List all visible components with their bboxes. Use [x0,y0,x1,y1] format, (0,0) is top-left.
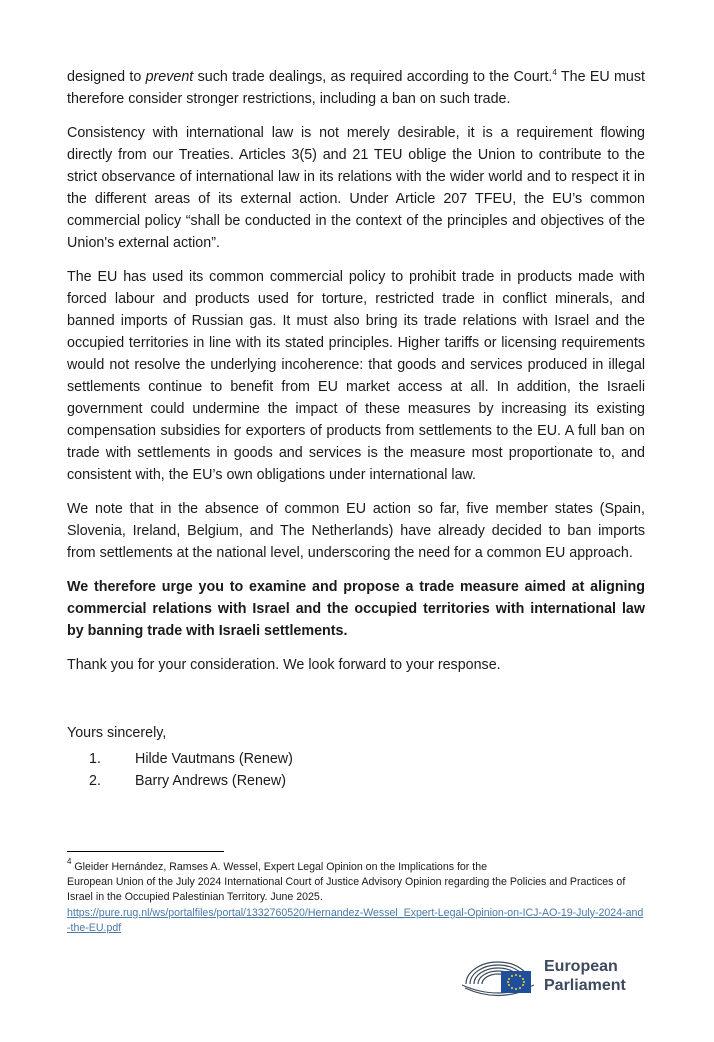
list-item: 1. Hilde Vautmans (Renew) [89,751,293,767]
closing: Yours sincerely, [67,725,167,741]
signatory-list [67,748,645,792]
emphasis-prevent: prevent [145,69,194,85]
paragraph-2: Consistency with international law is not merely desirable, it is a requirement flowing directly from our Treaties. Articles 3(5) and 21 TEU oblige the Union to contribute to the strict observance of international law in its relations with the wider world and to respect it in the different areas of its external action. Under Article 207 TFEU, the EU’s common commercial policy “shall be conducted in the context of the principles and objectives of the Union's external action”. [67,125,645,251]
parliament-emblem-icon [460,954,536,998]
footnote: $^4$ Gleider Hernández, Ramses A. Wessel, Expert Legal Opinion on the Implications for the European Union of the July 2024 International Court of Justice Advisory Opinion regarding the Policies and Practices of Israel in the Occupied Palestinian Territory. June 2025. https://pure.rug.nl/ws/portalfiles/portal/1332760520/Hernandez-Wessel_Expert-Legal-Opinion-on-ICJ-AO-19-July-2024-and-the-EU.pdf [67,857,644,934]
logo-text: European Parliament [544,958,626,994]
european-parliament-logo [460,954,626,998]
paragraph-3: The EU has used its common commercial policy to prohibit trade in products made with forced labour and products used for torture, restricted trade in conflict minerals, and banned imports of Russian gas. It must also bring its trade relations with Israel and the occupied territories in line with its stated principles. Higher tariffs or licensing requirements would not resolve the underlying incoherence: that goods and services produced in illegal settlements continue to benefit from EU market access at all. In addition, the Israeli government could undermine the impact of these measures by increasing its existing compensation subsidies for exporters of products from settlements to the EU. A full ban on trade with settlements in goods and services is the measure most proportionate to, and consistent with, the EU’s own obligations under international law. [67,269,645,483]
paragraph-4: We note that in the absence of common EU action so far, five member states (Spain, Slovenia, Ireland, Belgium, and The Netherlands) have already decided to ban imports from settlements at the national level, underscoring the need for a common EU approach. [67,501,645,561]
footnote-number: 4 [67,857,72,866]
paragraph-6-thanks: Thank you for your consideration. We look forward to your response. [67,657,501,673]
footnote-link[interactable]: https://pure.rug.nl/ws/portalfiles/portal/1332760520/Hernandez-Wessel_Expert-Legal-Opinion-on-ICJ-AO-19-July-2024-and-the-EU.pdf [67,906,644,934]
footnote-divider [67,851,224,852]
paragraph-5-request: We therefore urge you to examine and propose a trade measure aimed at aligning commercial relations with Israel and the occupied territories with international law by banning trade with Israeli settlements. [67,579,645,639]
list-item: 2. Barry Andrews (Renew) [89,773,286,789]
letter-body [67,66,645,792]
footnote-ref[interactable]: 4 [552,68,557,77]
paragraph-1: designed to prevent such trade dealings, as required according to the Court.$^4$ The EU must therefore consider stronger restrictions, including a ban on such trade. [67,68,646,107]
